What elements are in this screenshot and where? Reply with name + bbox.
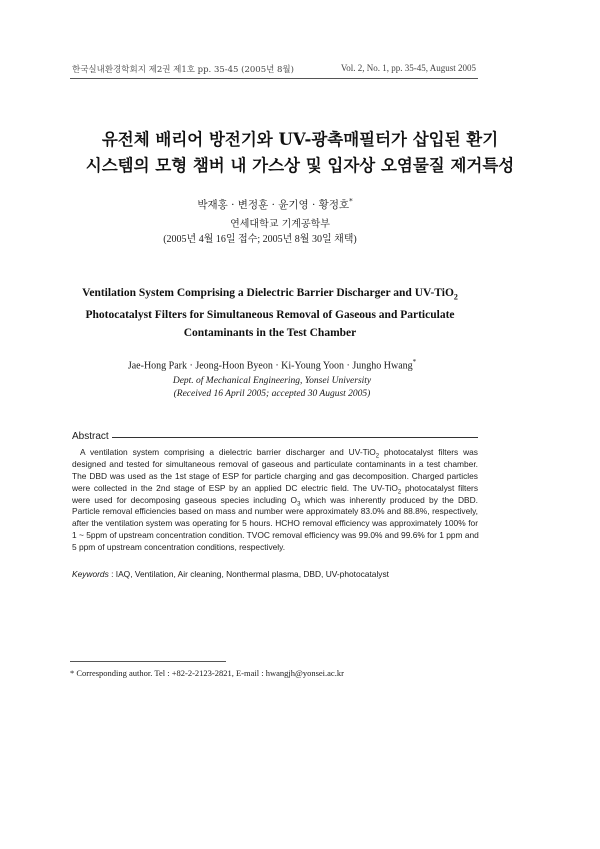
abstract-line-8: 1 ~ 5ppm of upstream concentration condition. TVOC removal efficiency was 99.0% and 99.6% for 1 ppm and <box>72 530 479 541</box>
korean-title <box>40 127 560 179</box>
english-title-line-3: Contaminants in the Test Chamber <box>183 327 357 340</box>
abstract-line-6: Particle removal efficiencies based on mass and number were approximately 83.0% and 88.8%, respectively, <box>72 506 478 517</box>
abstract-heading <box>72 431 478 442</box>
keywords-separator: : <box>108 569 116 579</box>
abstract-line-5 <box>72 495 478 507</box>
english-title-subscript: 2 <box>453 292 458 302</box>
abstract-line-3: The DBD was used as the 1st stage of ESP for particle charging and gas decomposition. Charged particles <box>72 470 478 481</box>
subscript: 2 <box>375 453 380 460</box>
korean-authors <box>0 197 550 212</box>
korean-affiliation: 연세대학교 기계공학부 <box>230 219 330 230</box>
keywords-text: IAQ, Ventilation, Air cleaning, Nonthermal plasma, DBD, UV-photocatalyst <box>115 569 390 579</box>
keywords-label: Keywords <box>72 569 109 579</box>
subscript: 2 <box>397 489 402 496</box>
english-title-line-2: Photocatalyst Filters for Simultaneous Removal of Gaseous and Particulate <box>85 309 455 322</box>
abstract-line-1 <box>72 447 478 459</box>
english-affiliation: Dept. of Mechanical Engineering, Yonsei University <box>172 376 372 386</box>
abstract-label: Abstract <box>72 431 109 442</box>
abstract-line-7: after the ventilation system was operating for 5 hours. HCHO removal efficiency was approximately 100% for <box>72 518 478 529</box>
journal-header-korean: 한국실내환경학회지 제2권 제1호 pp. 35-45 (2005년 8월) <box>72 65 294 75</box>
english-title <box>60 284 480 342</box>
abstract-text: were used for decomposing gaseous species including O <box>72 494 298 505</box>
footnote-rule <box>70 661 226 662</box>
abstract-text: which was inherently produced by the DBD. <box>300 494 478 505</box>
korean-author-names: 박재홍 · 변정훈 · 윤기영 · 황정호 <box>197 199 350 211</box>
abstract-text: A ventilation system comprising a dielectric barrier discharger and UV-TiO <box>80 447 376 457</box>
subscript: 3 <box>297 501 301 508</box>
abstract-line-4 <box>72 483 478 495</box>
abstract-text: photocatalyst filters <box>401 482 479 493</box>
abstract-rule <box>112 437 478 438</box>
abstract-line-9: 5 ppm of upstream concentration conditions, respectively. <box>72 542 286 553</box>
header-rule <box>70 78 478 79</box>
korean-title-line-2: 시스템의 모형 챔버 내 가스상 및 입자상 오염물질 제거특성 <box>85 156 515 175</box>
english-title-line-1 <box>60 284 480 306</box>
abstract-body <box>72 447 478 554</box>
korean-title-line-1: 유전체 배리어 방전기와 UV-광촉매필터가 삽입된 환기 <box>101 130 499 149</box>
journal-header-english: Vol. 2, No. 1, pp. 35-45, August 2005 <box>340 63 476 73</box>
corresponding-mark: * <box>349 197 353 206</box>
keywords <box>72 569 478 579</box>
corresponding-author-footnote: * Corresponding author. Tel : +82-2-2123-2821, E-mail : hwangjh@yonsei.ac.kr <box>70 668 344 678</box>
korean-received-dates: (2005년 4월 16일 접수; 2005년 8월 30일 채택) <box>163 234 357 245</box>
english-received-dates: (Received 16 April 2005; accepted 30 August 2005) <box>173 389 371 399</box>
abstract-text: were collected in the 2nd stage of ESP by an applied DC electric field. The UV-TiO <box>72 482 398 493</box>
english-corresponding-mark: * <box>412 358 417 366</box>
english-authors <box>0 358 544 371</box>
english-author-names: Jae-Hong Park · Jeong-Hoon Byeon · Ki-Young Yoon · Jungho Hwang <box>127 360 413 372</box>
english-title-line-1-text: Ventilation System Comprising a Dielectric Barrier Discharger and UV-TiO <box>82 287 454 299</box>
abstract-line-2: designed and tested for simultaneous removal of gaseous and particulate contaminants in a test chamber. <box>72 458 478 469</box>
abstract-text: photocatalyst filters was <box>379 447 478 457</box>
